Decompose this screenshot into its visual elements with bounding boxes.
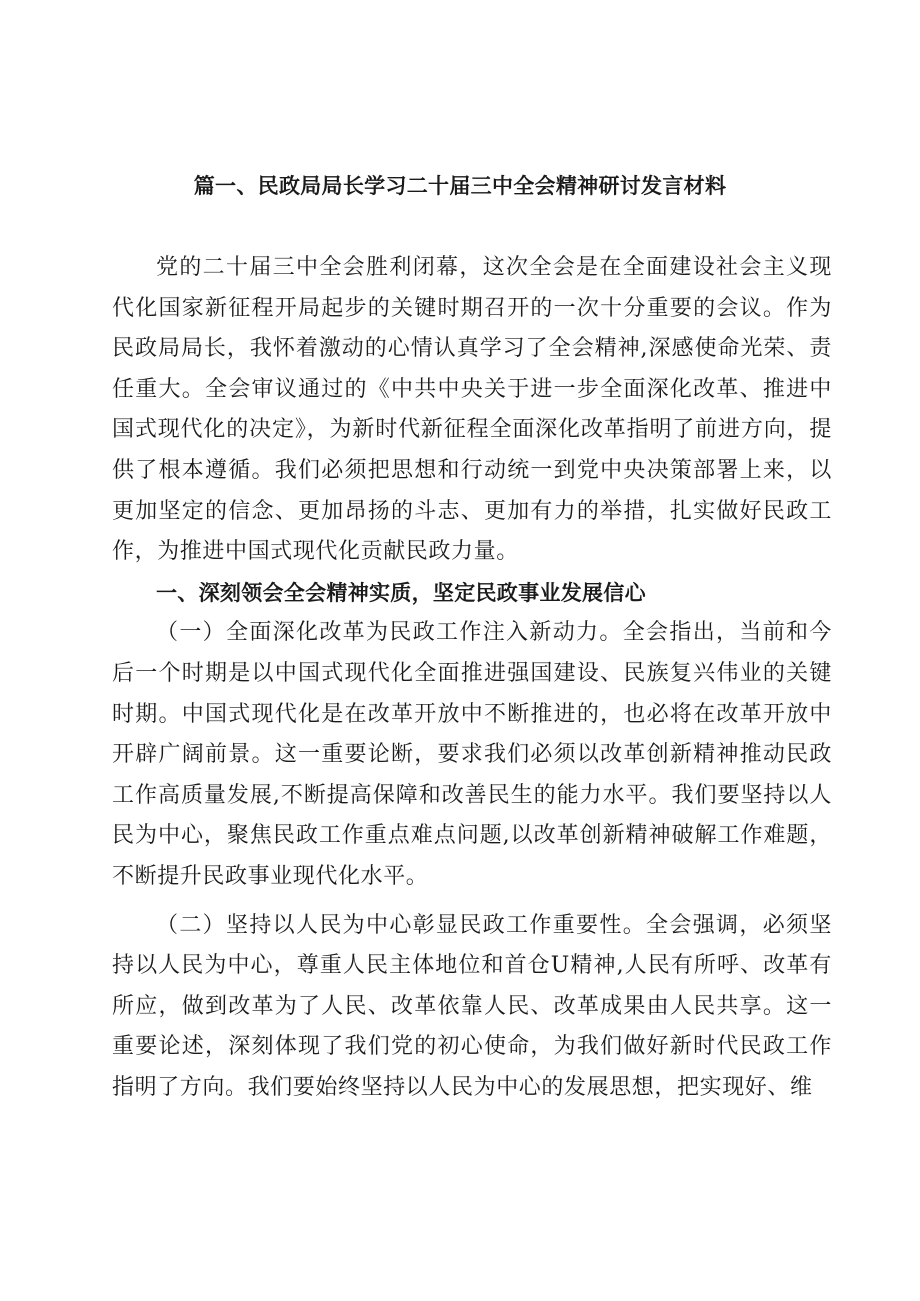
section-heading-1: 一、深刻领会全会精神实质，坚定民政事业发展信心 [156,580,646,605]
paragraph-1: （一）全面深化改革为民政工作注入新动力。全会指出，当前和今后一个时期是以中国式现代化全面推进强国建设、民族复兴伟业的关键时期。中国式现代化是在改革开放中不断推进的，也必将在改革开放中开辟广阔前景。这一重要论断，要求我们必须以改革创新精神推动民政工作高质量发展,不断提高保障和改善民生的能力水平。我们要坚持以人民为中心，聚焦民政工作重点难点问题,以改革创新精神破解工作难题，不断提升民政事业现代化水平。 [112,620,832,889]
document-title: 篇一、民政局局长学习二十届三中全会精神研讨发言材料 [193,174,727,198]
paragraph-intro: 党的二十届三中全会胜利闭幕，这次全会是在全面建设社会主义现代化国家新征程开局起步的关键时期召开的一次十分重要的会议。作为民政局局长，我怀着激动的心情认真学习了全会精神,深感使命光荣、责任重大。全会审议通过的《中共中央关于进一步全面深化改革、推进中国式现代化的决定》，为新时代新征程全面深化改革指明了前进方向，提供了根本遵循。我们必须把思想和行动统一到党中央决策部署上来，以更加坚定的信念、更加昂扬的斗志、更加有力的举措，扎实做好民政工作，为推进中国式现代化贡献民政力量。 [112,255,832,565]
document-body [112,248,832,1108]
paragraph-2: （二）坚持以人民为中心彰显民政工作重要性。全会强调，必须坚持以人民为中心，尊重人民主体地位和首仓U精神,人民有所呼、改革有所应，做到改革为了人民、改革依靠人民、改革成果由人民共享。这一重要论述，深刻体现了我们党的初心使命，为我们做好新时代民政工作指明了方向。我们要始终坚持以人民为中心的发展思想，把实现好、维 [112,912,832,1100]
